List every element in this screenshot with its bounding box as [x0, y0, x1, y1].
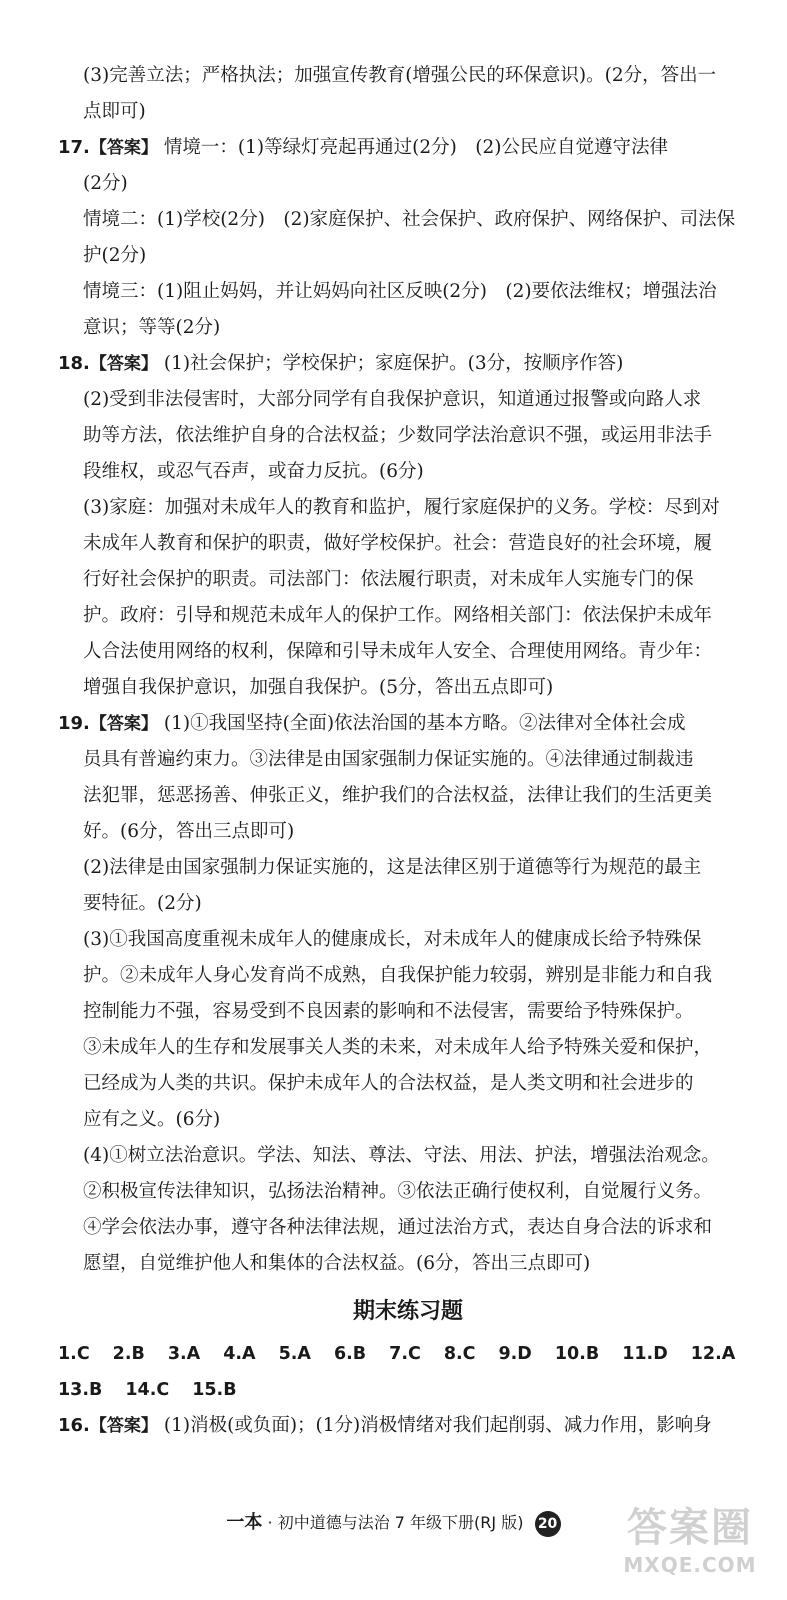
- answer-text: 意识；等等(2分): [83, 317, 221, 338]
- answer-line: [58, 202, 758, 238]
- mc-answer: 3.A: [167, 1344, 201, 1364]
- answer-text: 人合法使用网络的权利，保障和引导未成年人安全、合理使用网络。青少年：: [83, 641, 713, 662]
- answer-text: (1)消极(或负面)；(1分)消极情绪对我们起削弱、减力作用，影响身: [163, 1415, 712, 1436]
- question-number: 19.: [58, 713, 90, 734]
- answer-line: [58, 94, 758, 130]
- answer-line: [58, 886, 758, 922]
- answer-text: 行好社会保护的职责。司法部门：依法履行职责，对未成年人实施专门的保: [83, 569, 694, 590]
- answer-line: [58, 58, 758, 94]
- answer-text: 护。②未成年人身心发育尚不成熟，自我保护能力较弱，辨别是非能力和自我: [83, 965, 713, 986]
- footer-brand: 一本: [226, 1512, 263, 1533]
- footer-book-title: 初中道德与法治 7 年级下册(RJ 版): [277, 1513, 524, 1532]
- answer-text: 点即可): [83, 101, 146, 122]
- question-number: 17.: [58, 137, 90, 158]
- answer-line: [58, 958, 758, 994]
- answer-text: (1)①我国坚持(全面)依法治国的基本方略。②法律对全体社会成: [163, 713, 686, 734]
- answer-line: [58, 1102, 758, 1138]
- answer-line: [58, 454, 758, 490]
- answer-line: [58, 310, 758, 346]
- answer-line: [58, 1030, 758, 1066]
- mc-answer: 13.B: [58, 1380, 103, 1400]
- answer-text: (3)完善立法；严格执法；加强宣传教育(增强公民的环保意识)。(2分，答出一: [83, 65, 717, 86]
- answer-text-block: [58, 58, 758, 1282]
- answer-line: [58, 670, 758, 706]
- mc-answer: 5.A: [278, 1344, 311, 1364]
- answer-text: 情境一：(1)等绿灯亮起再通过(2分) (2)公民应自觉遵守法律: [163, 137, 669, 158]
- answer-text: 应有之义。(6分): [83, 1109, 221, 1130]
- answer-text: 控制能力不强，容易受到不良因素的影响和不法侵害，需要给予特殊保护。: [83, 1001, 694, 1022]
- answer-line: [58, 1138, 758, 1174]
- answer-text: (3)①我国高度重视未成年人的健康成长，对未成年人的健康成长给予特殊保: [83, 929, 702, 950]
- footer-separator: ·: [267, 1513, 273, 1532]
- mc-answer: 2.B: [112, 1344, 145, 1364]
- answer-tag: 【答案】: [89, 714, 158, 734]
- mc-answer: 12.A: [690, 1344, 736, 1364]
- answer-line: [58, 706, 758, 742]
- answer-line: [58, 778, 758, 814]
- answer-text: (3)家庭：加强对未成年人的教育和监护，履行家庭保护的义务。学校：尽到对: [83, 497, 720, 518]
- answer-text: (2)受到非法侵害时，大部分同学有自我保护意识，知道通过报警或向路人求: [83, 389, 702, 410]
- answer-tag: 【答案】: [89, 1416, 158, 1436]
- answer-line: [58, 634, 758, 670]
- section-title: 期末练习题: [352, 1299, 463, 1324]
- answer-text: (2分): [83, 173, 128, 194]
- answer-text: (1)社会保护；学校保护；家庭保护。(3分，按顺序作答): [163, 353, 624, 374]
- answer-text: 愿望，自觉维护他人和集体的合法权益。(6分，答出三点即可): [83, 1253, 591, 1274]
- answer-line: [58, 562, 758, 598]
- answer-text: ④学会依法办事，遵守各种法律法规，通过法治方式，表达自身合法的诉求和: [83, 1217, 713, 1238]
- answer-page: [58, 58, 758, 1444]
- answer-tag: 【答案】: [89, 138, 158, 158]
- answer-text: 法犯罪，惩恶扬善、伸张正义，维护我们的合法权益，法律让我们的生活更美: [83, 785, 713, 806]
- watermark: [605, 1504, 775, 1592]
- mc-answer: 8.C: [443, 1344, 476, 1364]
- answer-line: [58, 1066, 758, 1102]
- answer-text: 未成年人教育和保护的职责，做好学校保护。社会：营造良好的社会环境，履: [83, 533, 713, 554]
- mc-answer: 4.A: [223, 1344, 256, 1364]
- answer-line: [58, 418, 758, 454]
- answer-line: [58, 598, 758, 634]
- answer-text: 情境二：(1)学校(2分) (2)家庭保护、社会保护、政府保护、网络保护、司法保: [83, 209, 736, 230]
- question-number: 18.: [58, 353, 90, 374]
- answer-line: [58, 166, 758, 202]
- answer-line: [58, 742, 758, 778]
- answer-line: [58, 274, 758, 310]
- answer-text: 已经成为人类的共识。保护未成年人的合法权益，是人类文明和社会进步的: [83, 1073, 694, 1094]
- answer-text: 护。政府：引导和规范未成年人的保护工作。网络相关部门：依法保护未成年: [83, 605, 713, 626]
- answer-line: [58, 490, 758, 526]
- answer-line: [58, 238, 758, 274]
- answer-text: 情境三：(1)阻止妈妈，并让妈妈向社区反映(2分) (2)要依法维权；增强法治: [83, 281, 717, 302]
- answer-text: (4)①树立法治意识。学法、知法、尊法、守法、用法、护法，增强法治观念。: [83, 1145, 720, 1166]
- answer-text: (2)法律是由国家强制力保证实施的，这是法律区别于道德等行为规范的最主: [83, 857, 702, 878]
- mc-answer: 1.C: [58, 1344, 90, 1364]
- answer-text: 要特征。(2分): [83, 893, 202, 914]
- answer-line: [58, 130, 758, 166]
- mc-answer: 11.D: [622, 1344, 668, 1364]
- answer-text: 助等方法，依法维护自身的合法权益；少数同学法治意识不强，或运用非法手: [83, 425, 713, 446]
- answer-line: [58, 1174, 758, 1210]
- answer-line: [58, 346, 758, 382]
- mc-answer: 7.C: [389, 1344, 421, 1364]
- answer-line: [58, 814, 758, 850]
- answer-line: [58, 922, 758, 958]
- mc-answer: 10.B: [554, 1344, 600, 1364]
- mc-answers-row-2: [58, 1372, 758, 1408]
- mc-answer: 14.C: [125, 1380, 170, 1400]
- mc-answer: 15.B: [192, 1380, 237, 1400]
- answer-line-16: [58, 1408, 758, 1444]
- answer-line: [58, 382, 758, 418]
- answer-line: [58, 994, 758, 1030]
- answer-text: 员具有普遍约束力。③法律是由国家强制力保证实施的。④法律通过制裁违: [83, 749, 694, 770]
- watermark-logo-text: 答案圈: [627, 1505, 753, 1551]
- answer-text: ②积极宣传法律知识，弘扬法治精神。③依法正确行使权利，自觉履行义务。: [83, 1181, 713, 1202]
- answer-tag: 【答案】: [89, 354, 158, 374]
- watermark-url: MXQE.COM: [623, 1553, 757, 1577]
- answer-text: ③未成年人的生存和发展事关人类的未来，对未成年人给予特殊关爱和保护，: [83, 1037, 713, 1058]
- page-number-badge: 20: [535, 1511, 561, 1537]
- answer-line: [58, 526, 758, 562]
- answer-line: [58, 850, 758, 886]
- mc-answers-row-1: [58, 1336, 758, 1372]
- answer-text: 段维权，或忍气吞声，或奋力反抗。(6分): [83, 461, 424, 482]
- answer-text: 好。(6分，答出三点即可): [83, 821, 295, 842]
- question-number: 16.: [58, 1415, 90, 1436]
- answer-text: 护(2分): [83, 245, 147, 266]
- mc-answer: 6.B: [333, 1344, 367, 1364]
- answer-line: [58, 1210, 758, 1246]
- mc-answer: 9.D: [498, 1344, 532, 1364]
- answer-text: 增强自我保护意识，加强自我保护。(5分，答出五点即可): [83, 677, 554, 698]
- answer-line: [58, 1246, 758, 1282]
